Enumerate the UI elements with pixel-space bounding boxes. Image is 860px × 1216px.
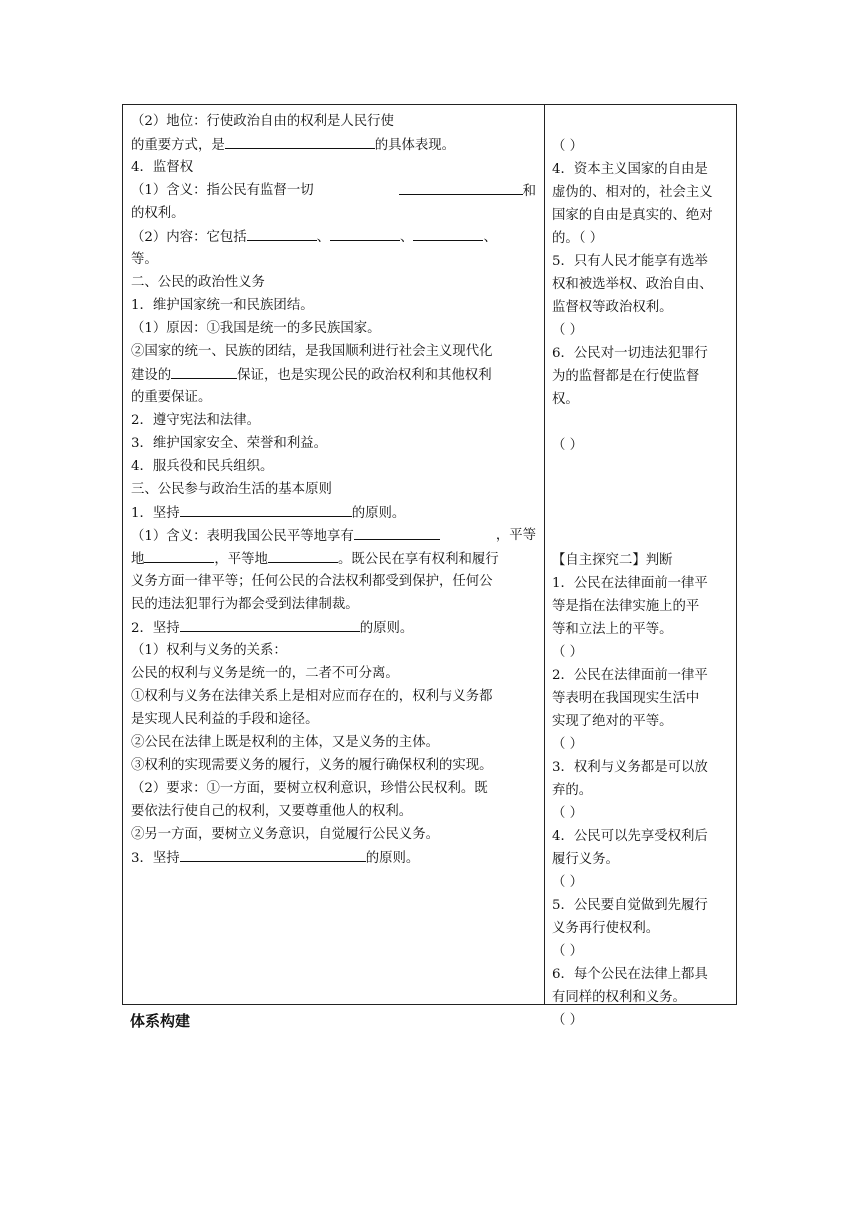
answer-paren[interactable]: （ ）: [552, 944, 584, 959]
text-line: 义务再行使权利。: [552, 921, 660, 936]
text-line: 义务方面一律平等；任何公民的合法权利都受到保护，任何公: [131, 574, 493, 589]
text-line: 的重要保证。: [131, 390, 212, 405]
text-line: 等是指在法律实施上的平: [552, 599, 700, 614]
text-line: 为的监督都是在行使监督: [552, 369, 700, 384]
answer-paren[interactable]: （ ）: [552, 737, 584, 752]
text-line: 等表明在我国现实生活中: [552, 691, 700, 706]
text-line: 要依法行使自己的权利，又要尊重他人的权利。: [131, 804, 413, 819]
section-title: 三、公民参与政治生活的基本原则: [131, 482, 332, 497]
text-line: 4．服兵役和民兵组织。: [131, 459, 274, 474]
text-line: 2．公民在法律面前一律平: [552, 668, 708, 683]
text-line: （1）权利与义务的关系：: [131, 643, 287, 658]
text-line: 1．维护国家统一和民族团结。: [131, 298, 314, 313]
fill-blank[interactable]: [171, 363, 237, 379]
text-line: 的重要方式，是 的具体表现。: [131, 133, 536, 156]
fill-blank[interactable]: [180, 501, 352, 517]
fill-blank[interactable]: [225, 133, 375, 149]
text-line: 2．遵守宪法和法律。: [131, 413, 261, 428]
explore-title: 【自主探究二】判断: [552, 553, 673, 568]
text-line: 5．只有人民才能享有选举: [552, 254, 708, 269]
answer-paren[interactable]: （ ）: [552, 323, 584, 338]
fill-blank[interactable]: [247, 225, 317, 241]
text-line: 等。: [131, 252, 158, 267]
text-line: 的权利。: [131, 206, 185, 221]
left-column: [131, 110, 536, 869]
answer-paren[interactable]: （ ）: [552, 645, 584, 660]
text-line: （2）内容：它包括 、 、 、: [131, 225, 536, 248]
text-line: 6．每个公民在法律上都具: [552, 967, 708, 982]
text-line: 3．坚持 的原则。: [131, 846, 536, 869]
text-line: （2）要求：①一方面，要树立权利意识，珍惜公民权利。既: [131, 781, 488, 796]
text-line: 虚伪的、相对的，社会主义: [552, 185, 713, 200]
text-line: 弃的。: [552, 783, 593, 798]
text-line: （2）地位：行使政治自由的权利是人民行使: [131, 114, 394, 129]
text-line: 履行义务。: [552, 852, 619, 867]
text-line: 地 ，平等地 。既公民在享有权利和履行: [131, 547, 536, 570]
text-line: 建设的 保证，也是实现公民的政治权利和其他权利: [131, 363, 536, 386]
answer-paren[interactable]: （ ）: [552, 806, 584, 821]
text-line: 民的违法犯罪行为都会受到法律制裁。: [131, 597, 359, 612]
text-line: （1）含义：表明我国公民平等地享有 ，平等: [131, 524, 536, 547]
text-line: 国家的自由是真实的、绝对: [552, 208, 713, 223]
text-line: （1）原因：①我国是统一的多民族国家。: [131, 321, 381, 336]
fill-blank[interactable]: [399, 179, 523, 195]
fill-blank[interactable]: [413, 225, 483, 241]
fill-blank[interactable]: [180, 846, 366, 862]
text-line: 权。: [552, 392, 579, 407]
fill-blank[interactable]: [330, 225, 400, 241]
text-line: （1）含义：指公民有监督一切 和: [131, 179, 536, 202]
text-line: ②国家的统一、民族的团结，是我国顺利进行社会主义现代化: [131, 344, 493, 359]
fill-blank[interactable]: [268, 547, 338, 563]
text-line: ②公民在法律上既是权利的主体，又是义务的主体。: [131, 735, 439, 750]
fill-blank[interactable]: [354, 524, 440, 540]
answer-paren[interactable]: （ ）: [552, 875, 584, 890]
text-line: 6．公民对一切违法犯罪行: [552, 346, 708, 361]
fill-blank[interactable]: [180, 616, 360, 632]
text-line: ①权利与义务在法律关系上是相对应而存在的，权利与义务都: [131, 689, 493, 704]
heading: 4．监督权: [131, 160, 194, 175]
text-line: 有同样的权利和义务。: [552, 990, 686, 1005]
text-line: 3．维护国家安全、荣誉和利益。: [131, 436, 327, 451]
answer-paren[interactable]: （ ）: [552, 438, 584, 453]
text-line: 实现了绝对的平等。: [552, 714, 673, 729]
text-line: 是实现人民利益的手段和途径。: [131, 712, 319, 727]
text-line: 5．公民要自觉做到先履行: [552, 898, 708, 913]
fill-blank[interactable]: [144, 547, 214, 563]
section-title: 二、公民的政治性义务: [131, 275, 265, 290]
answer-paren[interactable]: （ ）: [552, 1013, 584, 1028]
section-heading: 体系构建: [130, 1012, 191, 1030]
column-divider: [544, 105, 545, 1004]
text-line: 3．权利与义务都是可以放: [552, 760, 708, 775]
text-line: 4．资本主义国家的自由是: [552, 162, 708, 177]
text-line: 2．坚持 的原则。: [131, 616, 536, 639]
text-line: 的。（ ）: [552, 231, 604, 246]
text-line: 等和立法上的平等。: [552, 622, 673, 637]
answer-paren[interactable]: （ ）: [552, 139, 584, 154]
text-line: ②另一方面，要树立义务意识，自觉履行公民义务。: [131, 827, 439, 842]
text-line: ③权利的实现需要义务的履行，义务的履行确保权利的实现。: [131, 758, 493, 773]
right-column: [552, 135, 732, 1032]
text-line: 监督权等政治权利。: [552, 300, 673, 315]
text-line: 公民的权利与义务是统一的，二者不可分离。: [131, 666, 399, 681]
text-line: 权和被选举权、政治自由、: [552, 277, 713, 292]
text-line: 1．坚持 的原则。: [131, 501, 536, 524]
text-line: 1．公民在法律面前一律平: [552, 576, 708, 591]
text-line: 4．公民可以先享受权利后: [552, 829, 708, 844]
